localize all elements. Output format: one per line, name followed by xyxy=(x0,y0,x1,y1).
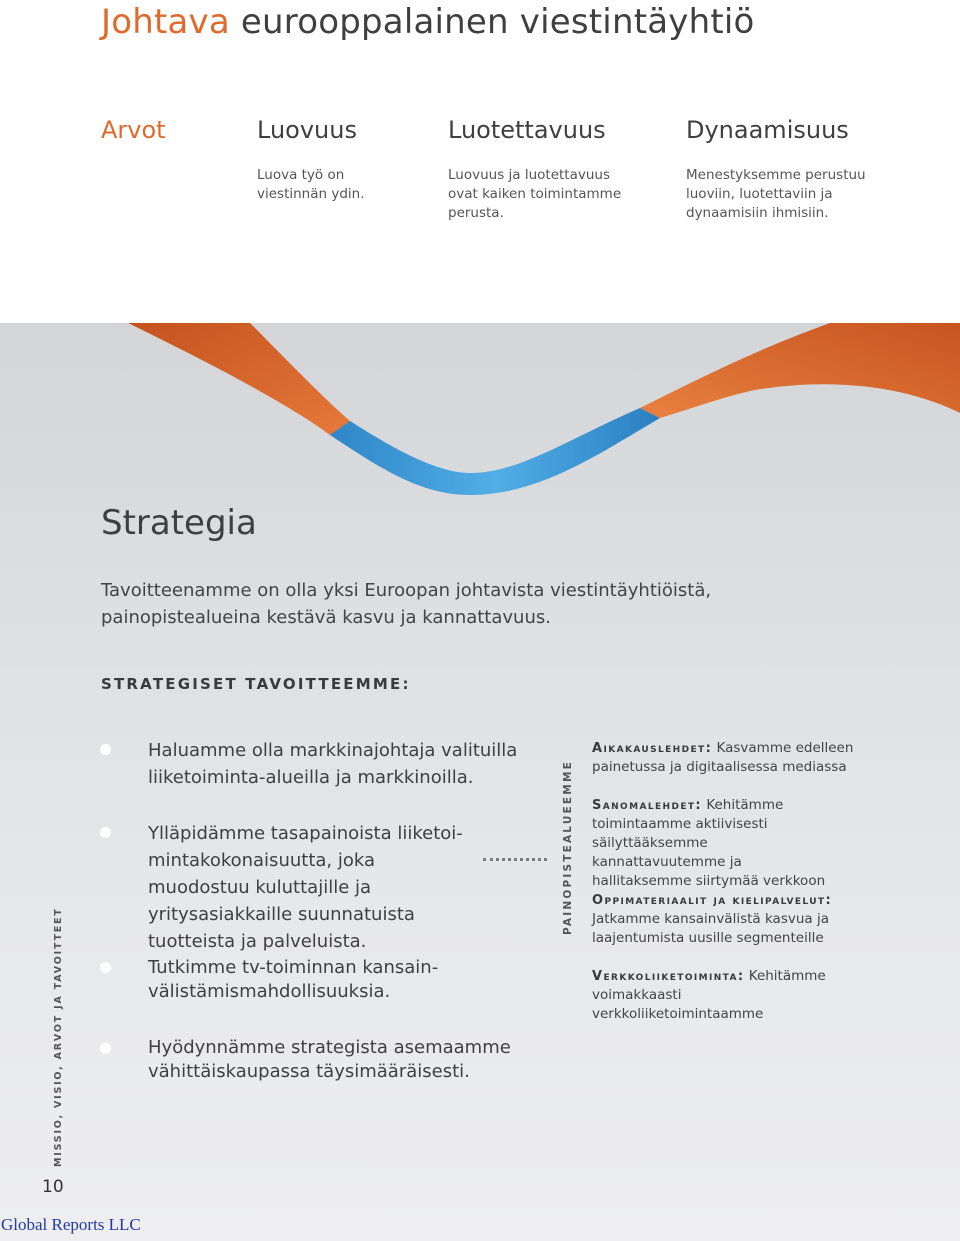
bullet-dot xyxy=(100,744,111,755)
focus-area-title: Sanomalehdet: xyxy=(592,798,703,813)
value-desc-luovuus: Luova työ on viestinnän ydin. xyxy=(257,167,365,202)
focus-area-verkkoliiketoiminta xyxy=(592,967,852,1024)
focus-area-oppimateriaalit xyxy=(592,891,842,948)
goal-item-3: Tutkimme tv-toiminnan kansainvälistämismahdollisuuksia. xyxy=(148,957,439,1002)
footer-brand: Global Reports LLC xyxy=(1,1215,141,1234)
value-name-luotettavuus: Luotettavuus xyxy=(448,116,606,144)
page-number: 10 xyxy=(42,1177,64,1197)
focus-area-text: Kasvamme edelleen painetussa ja digitaalisessa mediassa xyxy=(592,740,854,775)
focus-areas-label: PAINOPISTEALUEEMME xyxy=(562,760,574,935)
value-name-dynaamisuus: Dynaamisuus xyxy=(686,116,849,144)
page-title-rest: eurooppalainen viestintäyhtiö xyxy=(229,2,755,42)
goals-heading: STRATEGISET TAVOITTEEMME: xyxy=(101,675,411,693)
focus-area-title: Aikakauslehdet: xyxy=(592,741,713,756)
focus-area-text: Kehitämme toimintaamme aktiivisesti säilyttääksemme kannattavuutemme ja hallitaksemme siirtymää verkkoon xyxy=(592,797,826,889)
page-title-highlight: Johtava xyxy=(101,2,230,42)
focus-area-aikakauslehdet xyxy=(592,739,892,777)
section-label: MISSIO, VISIO, ARVOT JA TAVOITTEET xyxy=(53,907,64,1167)
page-title xyxy=(101,2,755,42)
focus-area-text: Kehitämme voimakkaasti verkkoliiketoimintaamme xyxy=(592,968,826,1022)
goal-item-1: Haluamme olla markkinajohtaja valituilla liiketoiminta-alueilla ja markkinoilla. xyxy=(148,740,518,788)
bullet-dot xyxy=(100,962,111,973)
strategy-text: Tavoitteenamme on olla yksi Euroopan johtavista viestintäyhtiöistä, painopistealueina kestävä kasvu ja kannattavuus. xyxy=(101,580,712,628)
dotted-connector xyxy=(483,858,547,861)
bullet-dot xyxy=(100,1043,111,1054)
goal-item-4: Hyödynnämme strategista asemaamme vähittäiskaupassa täysimääräisesti. xyxy=(148,1037,511,1082)
bullet-dot xyxy=(100,827,111,838)
focus-area-sanomalehdet xyxy=(592,796,832,891)
focus-area-title: Oppimateriaalit ja kielipalvelut: xyxy=(592,893,833,908)
value-desc-luotettavuus: Luovuus ja luotettavuus ovat kaiken toimintamme perusta. xyxy=(448,167,622,221)
value-desc-dynaamisuus: Menestyksemme perustuu luoviin, luotettaviin ja dynaamisiin ihmisiin. xyxy=(686,167,866,221)
goal-item-2: Ylläpidämme tasapainoista liiketoimintakokonaisuutta, joka muodostuu kuluttajille ja yritysasiakkaille suunnatuista tuotteista ja palveluista. xyxy=(148,823,463,952)
focus-area-title: Verkkoliiketoiminta: xyxy=(592,969,745,984)
focus-area-text: Jatkamme kansainvälistä kasvua ja laajentumista uusille segmenteille xyxy=(592,911,829,946)
values-label: Arvot xyxy=(101,116,166,144)
value-name-luovuus: Luovuus xyxy=(257,116,357,144)
strategy-title: Strategia xyxy=(101,503,257,543)
